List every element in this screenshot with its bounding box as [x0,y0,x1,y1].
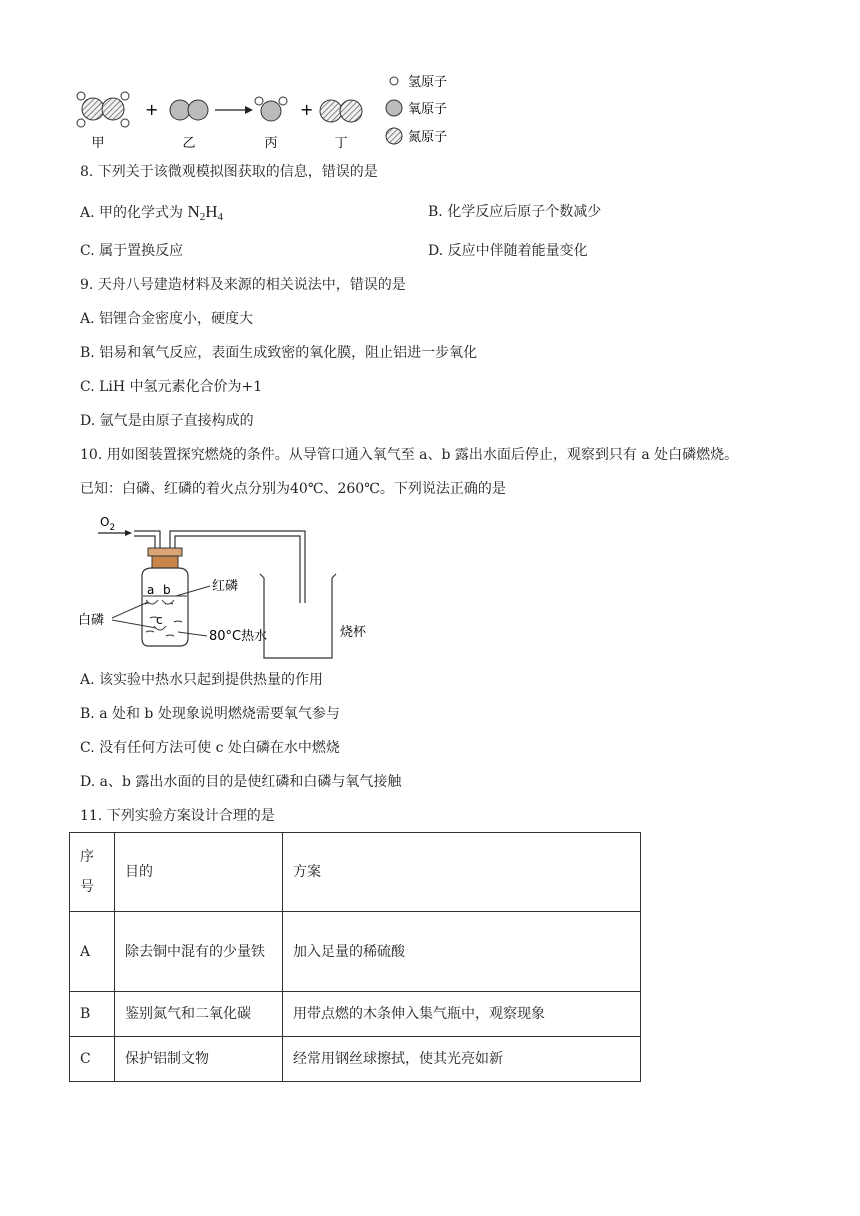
q10-option-a[interactable]: A. 该实验中热水只起到提供热量的作用 [80,672,324,688]
q11-stem: 11. 下列实验方案设计合理的是 [80,808,275,824]
label-bing: 丙 [264,136,278,151]
label-ding: 丁 [334,136,348,151]
label-jia: 甲 [91,136,105,151]
table-row [70,992,641,1037]
q10-option-d[interactable]: D. a、b 露出水面的目的是使红磷和白磷与氧气接触 [80,774,402,790]
label-a: a [147,583,155,597]
label-b: b [163,583,171,597]
molecule-ding [320,100,362,122]
header-index: 序号 [70,833,115,912]
q8-option-a-text: A. 甲的化学式为 [80,205,184,221]
row-a-plan: 加入足量的稀硫酸 [283,912,641,992]
row-b-index: B [70,992,115,1037]
q9-option-c[interactable]: C. LiH 中氢元素化合价为+1 [80,379,263,395]
q9-stem: 9. 天舟八号建造材料及来源的相关说法中，错误的是 [80,277,406,293]
gas-label: $O_2$ [100,515,116,533]
row-c-index: C [70,1037,115,1082]
table-row [70,912,641,992]
row-a-index: A [70,912,115,992]
q8-option-d[interactable]: D. 反应中伴随着能量变化 [428,243,588,259]
row-b-purpose: 鉴别氮气和二氧化碳 [115,992,283,1037]
q10-stem-line2: 已知：白磷、红磷的着火点分别为40℃、260℃。下列说法正确的是 [80,481,506,497]
q10-option-b[interactable]: B. a 处和 b 处现象说明燃烧需要氧气参与 [80,706,340,722]
legend-nitrogen: 氮原子 [408,130,448,145]
q8-option-c[interactable]: C. 属于置换反应 [80,243,184,259]
label-yi: 乙 [182,136,196,151]
q10-stem-line1: 10. 用如图装置探究燃烧的条件。从导管口通入氧气至 a、b 露出水面后停止，观察到只有 a 处白磷燃烧。 [80,447,739,463]
row-c-purpose: 保护铝制文物 [115,1037,283,1082]
reaction-diagram [0,0,860,160]
molecule-yi [170,100,208,120]
q8-option-a[interactable] [80,202,223,227]
table-header-row [70,833,641,912]
hot-water-label: 80°C热水 [209,629,268,644]
legend [386,75,447,145]
red-phosphorus-label: 红磷 [212,579,239,594]
q8-stem: 8. 下列关于该微观模拟图获取的信息，错误的是 [80,164,378,180]
header-purpose: 目的 [115,833,283,912]
white-phosphorus-label: 白磷 [78,613,105,628]
q9-option-b[interactable]: B. 铝易和氧气反应，表面生成致密的氧化膜，阻止铝进一步氧化 [80,345,478,361]
row-b-plan: 用带点燃的木条伸入集气瓶中，观察现象 [283,992,641,1037]
molecule-jia [77,92,129,127]
row-c-plan: 经常用钢丝球擦拭，使其光亮如新 [283,1037,641,1082]
q10-option-c[interactable]: C. 没有任何方法可使 c 处白磷在水中燃烧 [80,740,340,756]
q8-option-b[interactable]: B. 化学反应后原子个数减少 [428,204,602,220]
legend-oxygen: 氧原子 [408,102,448,117]
plus-sign: + [300,100,314,119]
row-a-purpose: 除去铜中混有的少量铁 [115,912,283,992]
molecule-bing [255,97,287,121]
header-plan: 方案 [283,833,641,912]
legend-hydrogen: 氢原子 [408,75,448,90]
table-row [70,1037,641,1082]
combustion-apparatus [70,508,450,668]
beaker-label: 烧杯 [340,625,367,640]
experiment-table [69,832,641,1082]
formula-n2h4: $N_2H_4$ [187,202,224,223]
label-c: c [156,613,163,627]
q9-option-a[interactable]: A. 铝锂合金密度小，硬度大 [80,311,254,327]
q9-option-d[interactable]: D. 氩气是由原子直接构成的 [80,413,254,429]
plus-sign: + [145,100,159,119]
